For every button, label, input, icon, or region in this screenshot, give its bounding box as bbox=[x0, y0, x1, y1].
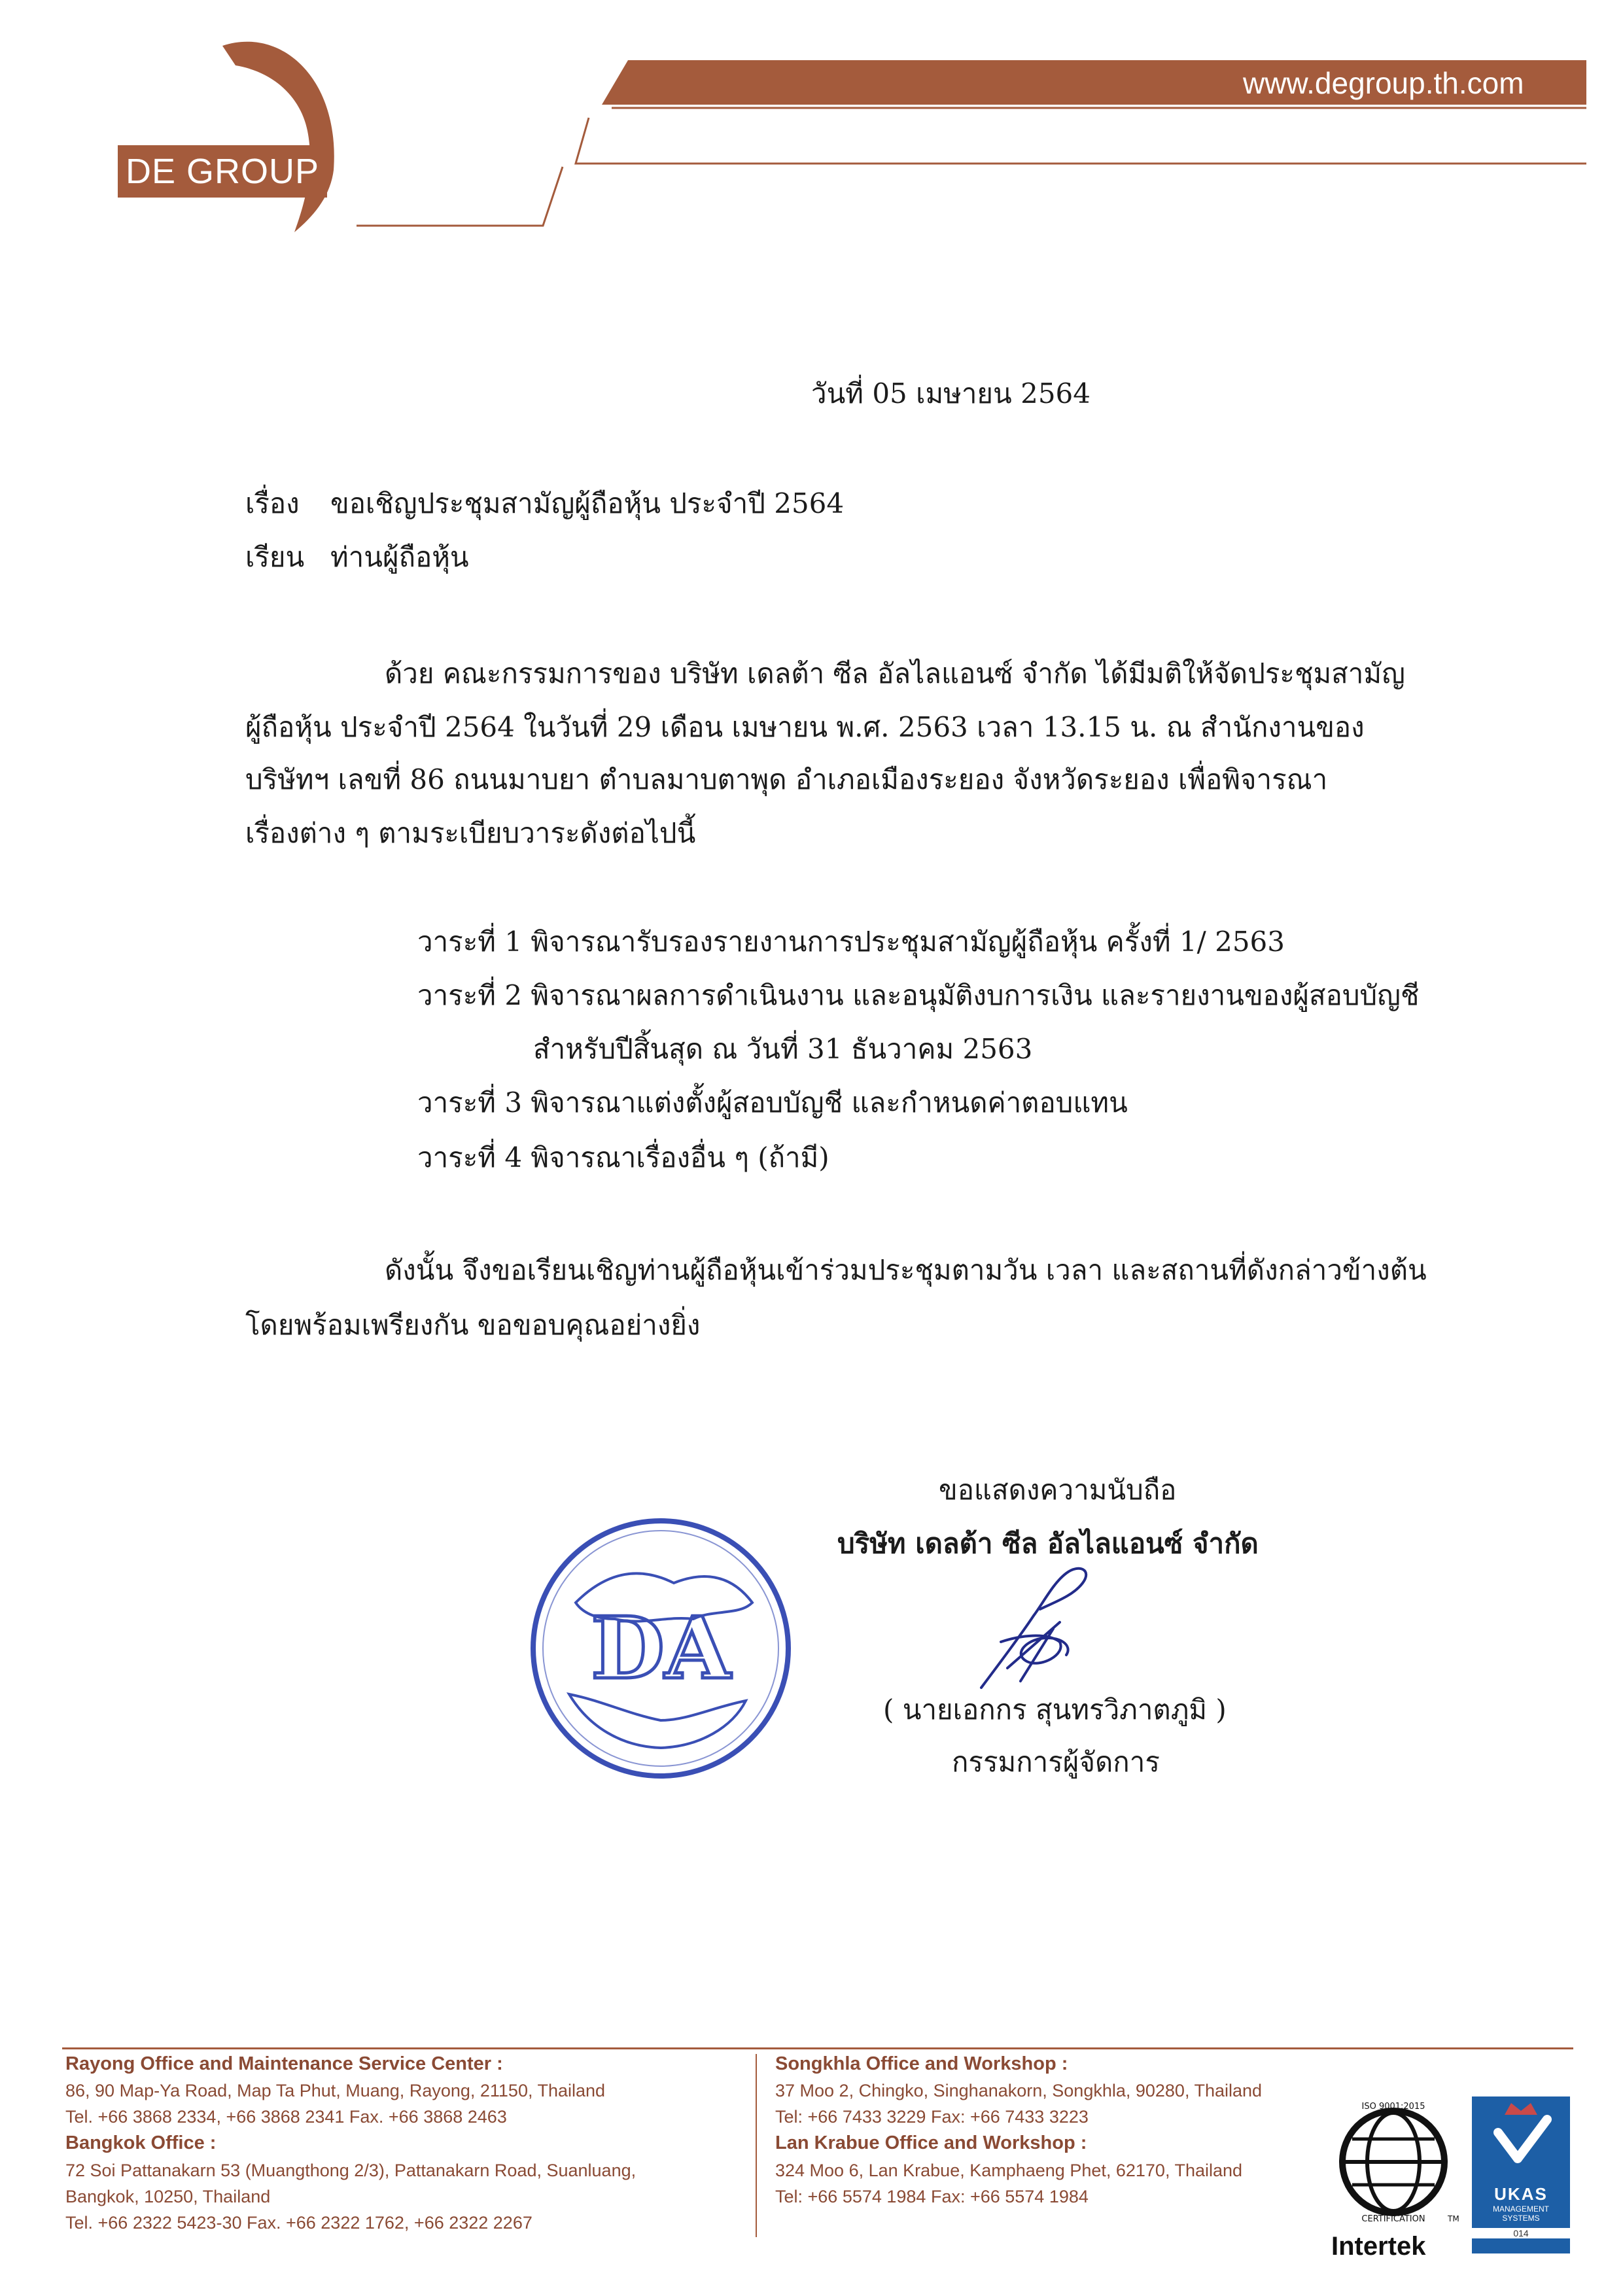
agenda-item: วาระที่ 3 พิจารณาแต่งตั้งผู้สอบบัญชี และกำหนดค่าตอบแทน bbox=[417, 1087, 1128, 1119]
agenda-item: วาระที่ 4 พิจารณาเรื่องอื่น ๆ (ถ้ามี) bbox=[417, 1141, 829, 1174]
intertek-label: Intertek bbox=[1331, 2232, 1426, 2261]
signer-name: ( นายเอกกร สุนทรวิภาตภูมิ ) bbox=[883, 1694, 1227, 1726]
paragraph1-line: ผู้ถือหุ้น ประจำปี 2564 ในวันที่ 29 เดือน เมษายน พ.ศ. 2563 เวลา 13.15 น. ณ สำนักงานของ bbox=[245, 711, 1365, 743]
letter-date: วันที่ 05 เมษายน 2564 bbox=[811, 377, 1091, 409]
paragraph1-line: ด้วย คณะกรรมการของ บริษัท เดลต้า ซีล อัลไลแอนซ์ จำกัด ได้มีมติให้จัดประชุมสามัญ bbox=[385, 657, 1405, 689]
songkhla-office-phone: Tel: +66 7433 3229 Fax: +66 7433 3223 bbox=[775, 2107, 1089, 2127]
lankrabue-office-address: 324 Moo 6, Lan Krabue, Kamphaeng Phet, 62170, Thailand bbox=[775, 2161, 1243, 2180]
paragraph2-line: ดังนั้น จึงขอเรียนเชิญท่านผู้ถือหุ้นเข้าร่วมประชุมตามวัน เวลา และสถานที่ดังกล่าวข้างต้น bbox=[385, 1254, 1427, 1286]
signature bbox=[962, 1557, 1132, 1701]
bangkok-office-address: 72 Soi Pattanakarn 53 (Muangthong 2/3), Pattanakarn Road, Suanluang, bbox=[65, 2161, 637, 2180]
ukas-crown-check-icon bbox=[1472, 2096, 1570, 2182]
company-name: บริษัท เดลต้า ซีล อัลไลแอนซ์ จำกัด bbox=[837, 1527, 1259, 1559]
iso-label: ISO 9001:2015 bbox=[1361, 2102, 1425, 2112]
bangkok-office-title: Bangkok Office : bbox=[65, 2132, 217, 2153]
stamp-monogram: DA bbox=[591, 1598, 731, 1698]
company-logo: DE GROUP bbox=[118, 145, 327, 198]
iso-certification-icon bbox=[1338, 2100, 1459, 2227]
lankrabue-office-title: Lan Krabue Office and Workshop : bbox=[775, 2132, 1087, 2153]
signer-title: กรรมการผู้จัดการ bbox=[952, 1746, 1160, 1778]
lankrabue-office-phone: Tel: +66 5574 1984 Fax: +66 5574 1984 bbox=[775, 2187, 1089, 2206]
footer-column-divider bbox=[756, 2054, 757, 2237]
agenda-item: วาระที่ 1 พิจารณารับรองรายงานการประชุมสามัญผู้ถือหุ้น ครั้งที่ 1/ 2563 bbox=[417, 926, 1285, 958]
rayong-office-title: Rayong Office and Maintenance Service Center : bbox=[65, 2053, 503, 2074]
ukas-number: 014 bbox=[1472, 2228, 1570, 2238]
footer-divider bbox=[62, 2047, 1573, 2049]
paragraph1-line: บริษัทฯ เลขที่ 86 ถนนมาบยา ตำบลมาบตาพุด อำเภอเมืองระยอง จังหวัดระยอง เพื่อพิจารณา bbox=[245, 763, 1328, 795]
songkhla-office-title: Songkhla Office and Workshop : bbox=[775, 2053, 1068, 2074]
subject-text: ขอเชิญประชุมสามัญผู้ถือหุ้น ประจำปี 2564 bbox=[330, 487, 845, 519]
agenda-item-continued: สำหรับปีสิ้นสุด ณ วันที่ 31 ธันวาคม 2563 bbox=[533, 1033, 1033, 1065]
rayong-office-phone: Tel. +66 3868 2334, +66 3868 2341 Fax. +66 3868 2463 bbox=[65, 2107, 507, 2127]
bangkok-office-address: Bangkok, 10250, Thailand bbox=[65, 2187, 271, 2206]
recipient-text: ท่านผู้ถือหุ้น bbox=[330, 541, 469, 573]
iso-certification-label: CERTIFICATION bbox=[1361, 2214, 1425, 2224]
rayong-office-address: 86, 90 Map-Ya Road, Map Ta Phut, Muang, Rayong, 21150, Thailand bbox=[65, 2081, 606, 2100]
ukas-sub-label: MANAGEMENT SYSTEMS bbox=[1492, 2204, 1549, 2223]
closing: ขอแสดงความนับถือ bbox=[939, 1474, 1177, 1506]
paragraph1-line: เรื่องต่าง ๆ ตามระเบียบวาระดังต่อไปนี้ bbox=[245, 817, 696, 849]
paragraph2-line: โดยพร้อมเพรียงกัน ขอขอบคุณอย่างยิ่ง bbox=[245, 1309, 701, 1341]
ukas-badge bbox=[1472, 2096, 1570, 2253]
ukas-label: UKAS bbox=[1494, 2184, 1548, 2204]
subject-label: เรื่อง bbox=[245, 487, 300, 519]
company-stamp bbox=[517, 1505, 805, 1792]
songkhla-office-address: 37 Moo 2, Chingko, Singhanakorn, Songkhla, 90280, Thailand bbox=[775, 2081, 1263, 2100]
agenda-item: วาระที่ 2 พิจารณาผลการดำเนินงาน และอนุมัติงบการเงิน และรายงานของผู้สอบบัญชี bbox=[417, 979, 1420, 1011]
bangkok-office-phone: Tel. +66 2322 5423-30 Fax. +66 2322 1762, +66 2322 2267 bbox=[65, 2213, 532, 2233]
header-banner bbox=[0, 0, 1623, 249]
recipient-label: เรียน bbox=[245, 541, 305, 573]
website-url: www.degroup.th.com bbox=[1243, 66, 1524, 100]
trademark-label: TM bbox=[1448, 2214, 1459, 2223]
